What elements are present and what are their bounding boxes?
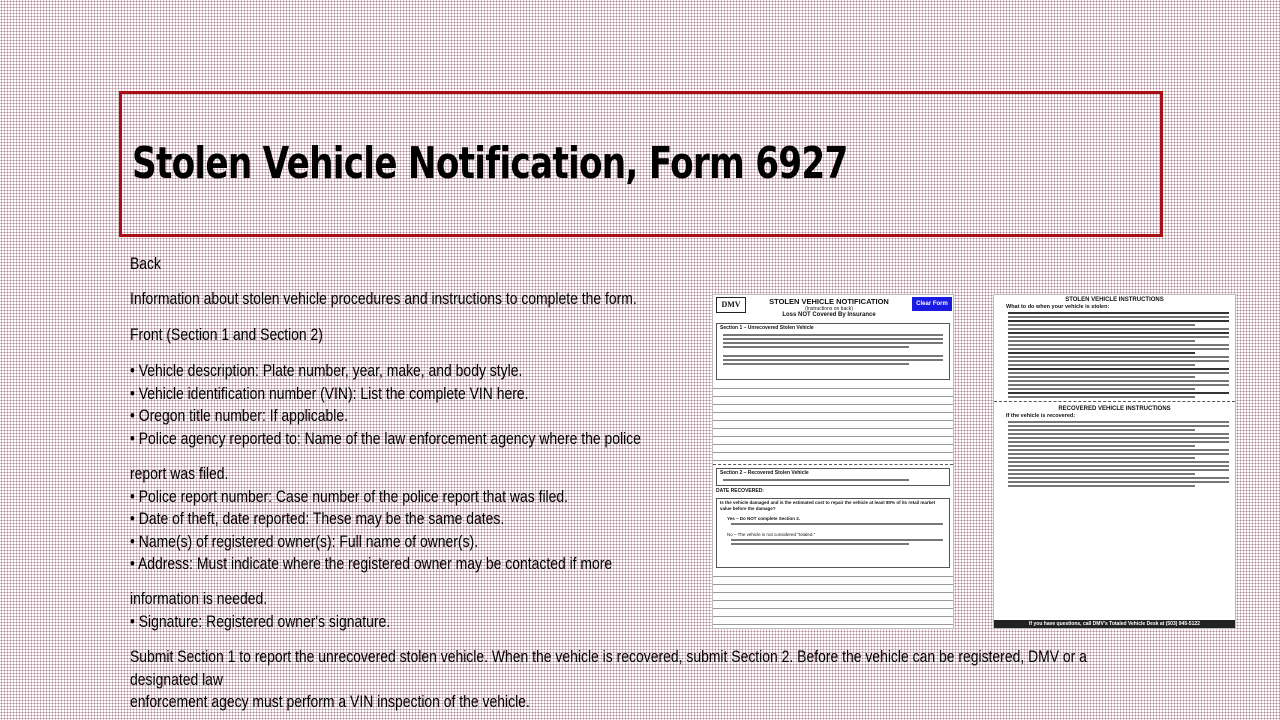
front-heading: Front (Section 1 and Section 2) bbox=[130, 325, 323, 344]
damage-question-box bbox=[716, 498, 950, 568]
form-back-heading-2: RECOVERED VEHICLE INSTRUCTIONS bbox=[1058, 406, 1171, 412]
clear-form-button: Clear Form bbox=[912, 297, 952, 311]
form-back-footer-bar: If you have questions, call DMV's Totaled Vehicle Desk at (503) 945-5122 bbox=[994, 620, 1235, 628]
list-item: • Police agency reported to: Name of the law enforcement agency where the police bbox=[130, 428, 641, 448]
form-front-sub1: (Instructions on back) bbox=[805, 306, 853, 312]
form-front-heading: STOLEN VEHICLE NOTIFICATION bbox=[769, 297, 889, 306]
damage-question: Is the vehicle damaged and is the estimated cost to repair the vehicle at least 80% of its retail market value before the damage? bbox=[720, 500, 936, 511]
list-item: • Oregon title number: If applicable. bbox=[130, 406, 348, 425]
back-link[interactable]: Back bbox=[130, 254, 161, 273]
list-item: • Address: Must indicate where the registered owner may be contacted if more bbox=[130, 554, 613, 573]
list-item: report was filed. bbox=[130, 464, 229, 483]
list-item: • Vehicle description: Plate number, year, make, and body style. bbox=[130, 361, 523, 380]
intro-text: Information about stolen vehicle procedures and instructions to complete the form. bbox=[130, 289, 637, 308]
form-section-1 bbox=[716, 323, 950, 380]
footer-line: Submit Section 1 to report the unrecovered stolen vehicle. When the vehicle is recovered, submit Section 2. Before the vehicle can be registered, DMV or a designated law bbox=[130, 647, 1087, 689]
page-title: Stolen Vehicle Notification, Form 6927 bbox=[132, 138, 848, 189]
date-recovered-label: DATE RECOVERED: bbox=[716, 488, 764, 494]
form-back-intro-2: If the vehicle is recovered: bbox=[1006, 413, 1076, 419]
list-item: • Police report number: Case number of the police report that was filed. bbox=[130, 486, 569, 506]
form-fields-2 bbox=[713, 569, 953, 625]
form-back-image bbox=[993, 294, 1236, 629]
title-box bbox=[119, 91, 1163, 237]
footer-text bbox=[130, 646, 1151, 714]
form-back-intro-1: What to do when your vehicle is stolen: bbox=[1006, 304, 1110, 310]
form-fields-1 bbox=[713, 381, 953, 461]
list-item: information is needed. bbox=[130, 589, 268, 608]
section-2-label: Section 2 – Recovered Stolen Vehicle bbox=[720, 470, 809, 476]
list-item: • Signature: Registered owner's signature. bbox=[130, 611, 391, 631]
no-option: No – The vehicle is not considered "totaled." bbox=[727, 532, 816, 537]
form-front-image bbox=[712, 294, 954, 629]
list-item: • Name(s) of registered owner(s): Full name of owner(s). bbox=[130, 531, 479, 551]
footer-line: enforcement agecy must perform a VIN inspection of the vehicle. bbox=[130, 692, 530, 711]
list-item: • Date of theft, date reported: These may be the same dates. bbox=[130, 509, 505, 528]
section-1-label: Section 1 – Unrecovered Stolen Vehicle bbox=[720, 325, 814, 331]
yes-option: Yes – Do NOT complete Section 2. bbox=[727, 516, 801, 521]
form-back-heading-1: STOLEN VEHICLE INSTRUCTIONS bbox=[1065, 297, 1164, 303]
bullet-list-c bbox=[130, 588, 390, 633]
form-section-2 bbox=[716, 468, 950, 486]
form-front-sub2: Loss NOT Covered By Insurance bbox=[782, 312, 876, 318]
bullet-list-a bbox=[130, 360, 641, 450]
dmv-logo: DMV bbox=[716, 297, 746, 313]
bullet-list-b bbox=[130, 463, 612, 576]
list-item: • Vehicle identification number (VIN): List the complete VIN here. bbox=[130, 383, 529, 403]
